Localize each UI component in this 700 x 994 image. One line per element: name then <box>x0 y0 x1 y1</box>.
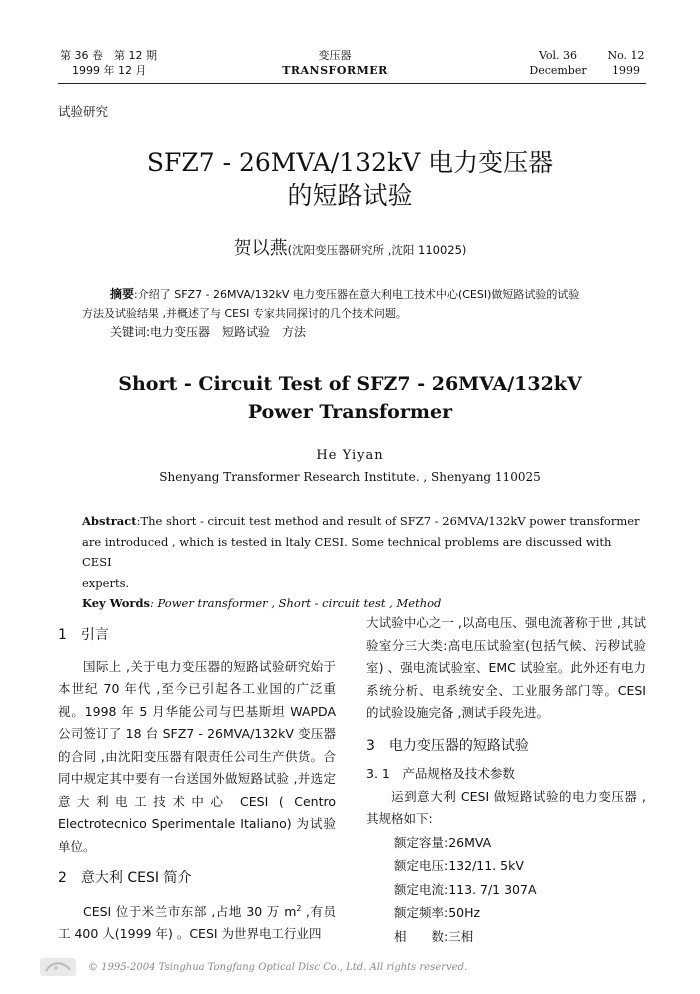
section-3-1-title: 3. 1 产品规格及技术参数 <box>366 766 515 781</box>
author-cn: 贺以燕 <box>233 238 288 259</box>
header-no-en <box>600 48 652 78</box>
section-2-title: 2 意大利 CESI 简介 <box>58 870 192 886</box>
section-1-paragraph: 国际上 ,关于电力变压器的短路试验研究始于本世纪 70 年代 ,至今已引起各工业国的广泛重视。1998 年 5 月华能公司与巴基斯坦 WAPDA 公司签订了 18 台 SFZ7 - 26MVA/132kV 变压器的合同 ,由沈阳变压器有限责任公司生产供货。合同中规定其中要有一台送国外做短路试验 ,并选定意大利电工技术中心 CESI ( Centro Electrotecnico Sperimentale Italiano) 为试验单位。 <box>58 658 336 854</box>
header-rule <box>58 83 646 84</box>
spec-item: 额定容量:26MVA <box>394 834 492 850</box>
year-label: 1999 <box>612 64 640 77</box>
section-2-paragraph <box>58 898 336 946</box>
abstract-en-text2: are introduced , which is tested in ltaly CESI. Some technical problems are discussed with CESI <box>82 534 612 569</box>
abstract-cn <box>82 285 642 342</box>
title-en-line2: Power Transformer <box>247 401 453 423</box>
section-2-text-b: ,有员工 400 人(1999 年) 。CESI 为世界电工行业四 <box>58 903 337 942</box>
header-volume-issue-cn: 第 36 卷 第 12 期 <box>60 49 157 62</box>
author-cn-block <box>0 234 700 260</box>
title-en <box>0 370 700 426</box>
month-label: December <box>529 64 587 77</box>
section-3-1-paragraph: 运到意大利 CESI 做短路试验的电力变压器 ,其规格如下: <box>366 788 646 826</box>
title-cn-line2: 的短路试验 <box>287 181 413 210</box>
spec-item: 额定频率:50Hz <box>394 905 481 920</box>
abstract-cn-text1: :介绍了 SFZ7 - 26MVA/132kV 电力变压器在意大利电工技术中心(CESI)做短路试验的试验 <box>134 288 580 301</box>
keywords-en: : Power transformer , Short - circuit test , Method <box>149 596 442 610</box>
spec-item: 相 数:三相 <box>394 928 474 944</box>
keywords-cn: :电力变压器 短路试验 方法 <box>146 325 307 339</box>
keywords-en-label: Key Words <box>82 596 150 610</box>
abstract-cn-label: 摘要 <box>110 287 135 301</box>
copyright-notice: © 1995-2004 Tsinghua Tongfang Optical Disc Co., Ltd. All rights reserved. <box>88 962 468 973</box>
section-2-text-a: CESI 位于米兰市东部 ,占地 30 万 m <box>83 903 297 919</box>
spec-list <box>366 831 646 949</box>
title-cn-line1: SFZ7 - 26MVA/132kV 电力变压器 <box>146 148 554 177</box>
vol-label: Vol. 36 <box>538 49 578 62</box>
affiliation-cn: (沈阳变压器研究所 ,沈阳 110025) <box>287 243 467 257</box>
header-vol-en <box>522 48 594 78</box>
header-date-cn: 1999 年 12 月 <box>72 64 147 77</box>
journal-name-cn: 变压器 <box>318 49 352 62</box>
abstract-en <box>82 511 642 614</box>
abstract-en-label: Abstract <box>82 514 137 528</box>
abstract-en-text1: :The short - circuit test method and result of SFZ7 - 26MVA/132kV power transformer <box>136 514 640 528</box>
category-label: 试验研究 <box>58 104 109 119</box>
section-2-continued: 大试验中心之一 ,以高电压、强电流著称于世 ,其试验室分三大类:高电压试验室(包括气候、污秽试验室) 、强电流试验室、EMC 试验室。此外还有电力系统分析、电系统安全、工业服务部门等。CESI 的试验设施完备 ,测试手段先进。 <box>366 615 646 720</box>
journal-name-en: TRANSFORMER <box>282 64 388 77</box>
section-2-sup: 2 <box>296 903 302 913</box>
spec-item: 额定电压:132/11. 5kV <box>394 858 524 873</box>
abstract-en-text3: experts. <box>82 575 130 590</box>
publisher-logo-icon <box>40 958 76 976</box>
no-label: No. 12 <box>607 49 645 62</box>
keywords-cn-label: 关键词 <box>110 325 147 339</box>
section-1-title: 1 引言 <box>58 627 109 643</box>
abstract-cn-text2: 方法及试验结果 ,并概述了与 CESI 专家共同探讨的几个技术问题。 <box>82 307 407 320</box>
right-column <box>366 612 646 948</box>
author-en: He Yiyan <box>316 448 384 463</box>
left-column <box>58 624 336 946</box>
section-3-title: 3 电力变压器的短路试验 <box>366 737 529 754</box>
header-volume-issue <box>60 48 157 78</box>
title-en-line1: Short - Circuit Test of SFZ7 - 26MVA/132kV <box>118 373 582 395</box>
header-journal <box>250 48 420 78</box>
spec-item: 额定电流:113. 7/1 307A <box>394 881 537 897</box>
affiliation-en: Shenyang Transformer Research Institute. , Shenyang 110025 <box>159 470 541 484</box>
title-cn <box>0 146 700 212</box>
